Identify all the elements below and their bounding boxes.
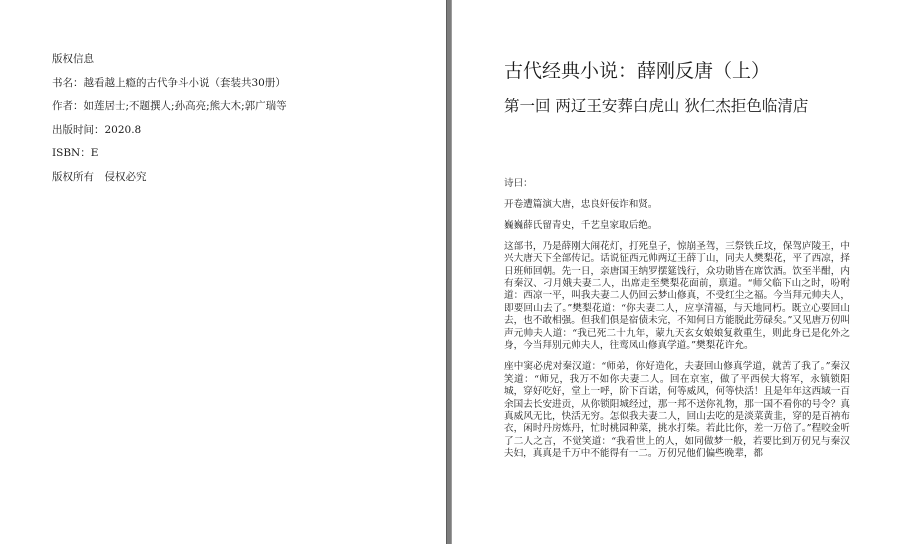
publication-date-line: 出版时间：2020.8 [52,123,142,136]
book-title: 古代经典小说：薛刚反唐（上） [504,60,771,82]
copyright-page[interactable] [0,0,446,544]
chapter-title: 第一回 两辽王安葬白虎山 狄仁杰拒色临清店 [504,97,809,115]
copyright-section-title: 版权信息 [52,53,94,65]
poem-line: 巍巍薛氏留青史，千艺皇家取后绝。 [504,219,658,231]
body-paragraph: 座中窦必虎对秦汉道：“师弟，你好造化，夫妻回山修真学道，就苦了我了。”秦汉笑道：“师兄，我万不如你夫妻二人。回在京室，做了平西侯大将军，永镇锁阳城，穿好吃好，堂上一呼，阶下百诺，何等威风，何等快活！且是年年这西域一百余国去长安进贡，从你锁阳城经过，那一邦不送你礼物，那一国不看你的号令？真真威风无比，快活无穷。怎似我夫妻二人，回山去吃的是淡菜黄韭，穿的是百衲布衣，闲时丹房炼丹，忙时桃园种菜，挑水打柴。若此比你，差一万倍了。”程咬金听了二人之言，不觉笑道：“我看世上的人，如同做梦一般，若要比到万仞兄与秦汉夫妇，真真是千万中不能得有一二。万仞兄他们偏些晚辈，都 [504,361,850,460]
isbn-line: ISBN：E [52,147,99,159]
poem-line: 开卷遭篇演大唐，忠良奸佞诈和贤。 [504,198,658,210]
authors-line: 作者：如莲居士;不题撰人;孙高亮;熊大木;郭广瑞等 [52,100,287,112]
chapter-body [504,178,850,470]
body-paragraph: 这部书，乃是薛刚大闹花灯，打死皇子，惊崩圣驾，三祭铁丘坟，保驾庐陵王，中兴大唐天下全部传记。话说征西元帅两辽王薛丁山，同夫人樊梨花，平了西凉，择日班师回朝。先一日，亲唐国王纳罗摆筵饯行，众功勋皆在席饮酒。饮至半酣，内有秦汉、刁月娥夫妻二人，出席走至樊梨花面前，禀道。“师父临下山之时，吩咐道：西凉一平，叫我夫妻二人仍回云梦山修真，不受红尘之福。今当拜元帅夫人，即要回山去了。”樊梨花道：“你夫妻二人，应享清福，与天地同朽。既立心要回山去，也不敢相强。但我们俱是宿债未完，不知何日方能脱此劳碌矣。”又见唐万仞叫声元帅夫人道：“我已死二十九年，蒙九天玄女娘娘复救重生，则此身已是化外之身，今当拜别元帅夫人，往鸾凤山修真学道。”樊梨花许允。 [504,240,850,351]
poem-intro: 诗曰： [504,178,533,189]
rights-line: 版权所有 侵权必究 [52,170,147,183]
book-name-line: 书名：越看越上瘾的古代争斗小说（套装共30册） [52,76,286,89]
copyright-info [52,51,432,192]
